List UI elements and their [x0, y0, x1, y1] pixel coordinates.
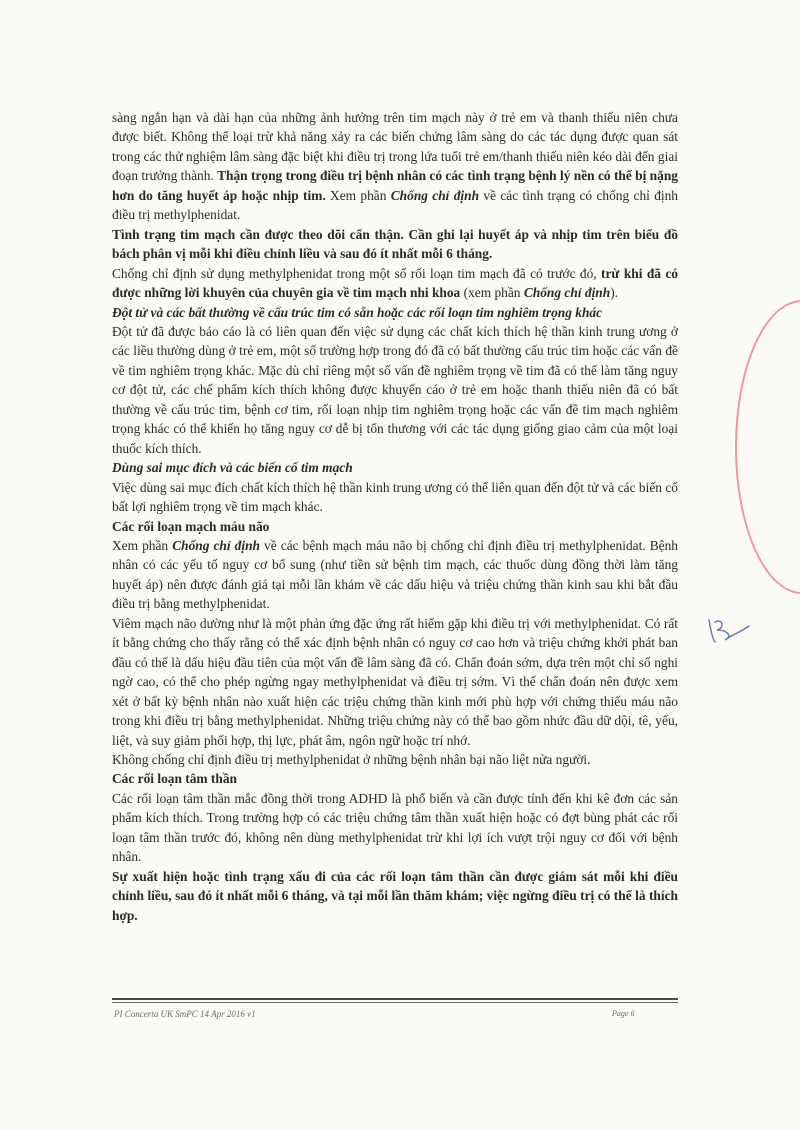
text-run: Dùng sai mục đích và các biến cố tim mạch [112, 460, 353, 476]
paragraph [112, 264, 678, 303]
footer-rule-thin [112, 1002, 678, 1003]
paragraph [112, 478, 678, 517]
text-run: về các tình trạng có chống chỉ định điều trị methylphenidat. [112, 187, 679, 223]
section-heading [112, 769, 678, 788]
text-run: Chống chỉ định [390, 187, 480, 203]
text-run: Chống chỉ định [523, 285, 611, 301]
text-run: trừ khi đã có được những lời khuyên của chuyên gia về tim mạch nhi khoa [112, 265, 678, 301]
text-run: Xem phần [325, 187, 391, 203]
text-run: Viêm mạch não dường như là một phản ứng đặc ứng rất hiếm gặp khi điều trị với methylphenidat. Có rất ít bằng chứng cho thấy rằng có thể xác định bệnh nhân có nguy cơ cao hơn và triệu chứng khởi phát ban đầu có thể là dấu hiệu đầu tiên của một vấn đề lâm sàng đã có. Chẩn đoán sớm, dựa trên một chỉ số nghi ngờ cao, có thể cho phép ngừng ngay methylphenidat và điều trị sớm. Vì thế chẩn đoán nên được xem xét ở bất kỳ bệnh nhân nào xuất hiện các triệu chứng thần kinh mới phù hợp với chứng thiếu máu não trong khi điều trị bằng methylphenidat. Những triệu chứng này có thể bao gồm nhức đầu dữ dội, tê, yếu, liệt, và suy giảm phối hợp, thị lực, phát âm, ngôn ngữ hoặc trí nhớ. [112, 615, 678, 748]
text-run: Sự xuất hiện hoặc tình trạng xấu đi của các rối loạn tâm thần cần được giám sát mỗi khi điều chỉnh liều, sau đó ít nhất mỗi 6 tháng, và tại mỗi lần thăm khám; việc ngừng điều trị có thể là thích hợp. [112, 868, 678, 923]
text-run: ). [610, 285, 619, 301]
stamp-seal [735, 300, 800, 594]
text-run: Chống chỉ định sử dụng methylphenidat trong một số rối loạn tim mạch đã có trước đó, [112, 265, 602, 281]
section-heading [112, 517, 678, 536]
text-run: Đột tử đã được báo cáo là có liên quan đến việc sử dụng các chất kích thích hệ thần kinh trung ương ở các liều thường dùng ở trẻ em, một số trường hợp trong đó đã có bất thường cấu trúc tim hoặc các vấn đề về tim nghiêm trọng khác. Mặc dù chỉ riêng một số vấn đề nghiêm trọng về tim đã có thể làm tăng nguy cơ đột tử, các chế phẩm kích thích không được khuyến cáo ở trẻ em hoặc thanh thiếu niên đã có bất thường về cấu trúc tim, bệnh cơ tim, rối loạn nhịp tim nghiêm trọng hoặc các vấn đề tim mạch nghiêm trọng khác có thể khiến họ tăng nguy cơ dễ bị tổn thương với các tác dụng giống giao cảm của một loại thuốc kích thích. [112, 323, 678, 456]
text-run: Các rối loạn tâm thần [112, 771, 237, 787]
text-run: về các bệnh mạch máu não bị chống chỉ định điều trị methylphenidat. Bệnh nhân có các yếu tố nguy cơ bổ sung (như tiền sử bệnh tim mạch, các thuốc dùng đồng thời làm tăng huyết áp) nên được đánh giá tại mỗi lần khám về các dấu hiệu và triệu chứng thần kinh sau khi bắt đầu điều trị bằng methylphenidat. [112, 537, 678, 612]
text-run: Tình trạng tim mạch cần được theo dõi cẩn thận. Cần ghi lại huyết áp và nhịp tim trên biểu đồ bách phân vị mỗi khi điều chỉnh liều và sau đó ít nhất mỗi 6 tháng. [112, 226, 678, 262]
text-run: Đột tử và các bất thường về cấu trúc tim có sẵn hoặc các rối loạn tim nghiêm trọng khác [112, 304, 603, 320]
text-run: Không chống chỉ định điều trị methylphenidat ở những bệnh nhân bại não liệt nửa người. [112, 751, 591, 767]
footer-rule [112, 998, 678, 1000]
paragraph [112, 225, 678, 264]
text-run: (xem phần [460, 285, 524, 301]
paragraph [112, 614, 678, 750]
text-run: Thận trọng trong điều trị bệnh nhân có các tình trạng bệnh lý nền có thể bị nặng hơn do tăng huyết áp hoặc nhịp tim. [112, 168, 678, 203]
footer-document-id: PI Concerta UK SmPC 14 Apr 2016 v1 [114, 1009, 256, 1019]
paragraph [112, 867, 678, 925]
footer-page-number: Page 6 [612, 1009, 635, 1018]
paragraph [112, 789, 678, 867]
text-run: Chống chỉ định [172, 537, 260, 553]
section-subheading [112, 458, 678, 477]
text-run: sàng ngắn hạn và dài hạn của những ảnh hưởng trên tim mạch này ở trẻ em và thanh thiếu niên chưa được biết. Không thể loại trừ khả năng xảy ra các biến chứng lâm sàng do các tác dụng được quan sát trong các thử nghiệm lâm sàng đặc biệt khi điều trị trong lứa tuổi trẻ em/thanh thiếu niên kéo dài đến giai đoạn trưởng thành. [112, 110, 678, 184]
paragraph [112, 108, 678, 225]
text-run: Việc dùng sai mục đích chất kích thích hệ thần kinh trung ương có thể liên quan đến đột tử và các biến cố bất lợi nghiêm trọng về tim mạch khác. [112, 479, 678, 515]
text-run: Xem phần [112, 537, 173, 553]
paragraph [112, 750, 678, 769]
text-run: Các rối loạn mạch máu não [112, 518, 270, 534]
text-run: Các rối loạn tâm thần mắc đồng thời trong ADHD là phổ biến và cần được tính đến khi kê đơn các sản phẩm kích thích. Trong trường hợp có các triệu chứng tâm thần xuất hiện hoặc có đợt bùng phát các rối loạn tâm thần trước đó, không nên dùng methylphenidat trừ khi lợi ích vượt trội nguy cơ đối với bệnh nhân. [112, 790, 678, 865]
document-body [112, 108, 678, 925]
paragraph [112, 322, 678, 458]
paragraph [112, 536, 678, 614]
signature-icon [703, 612, 753, 648]
section-subheading [112, 303, 678, 322]
